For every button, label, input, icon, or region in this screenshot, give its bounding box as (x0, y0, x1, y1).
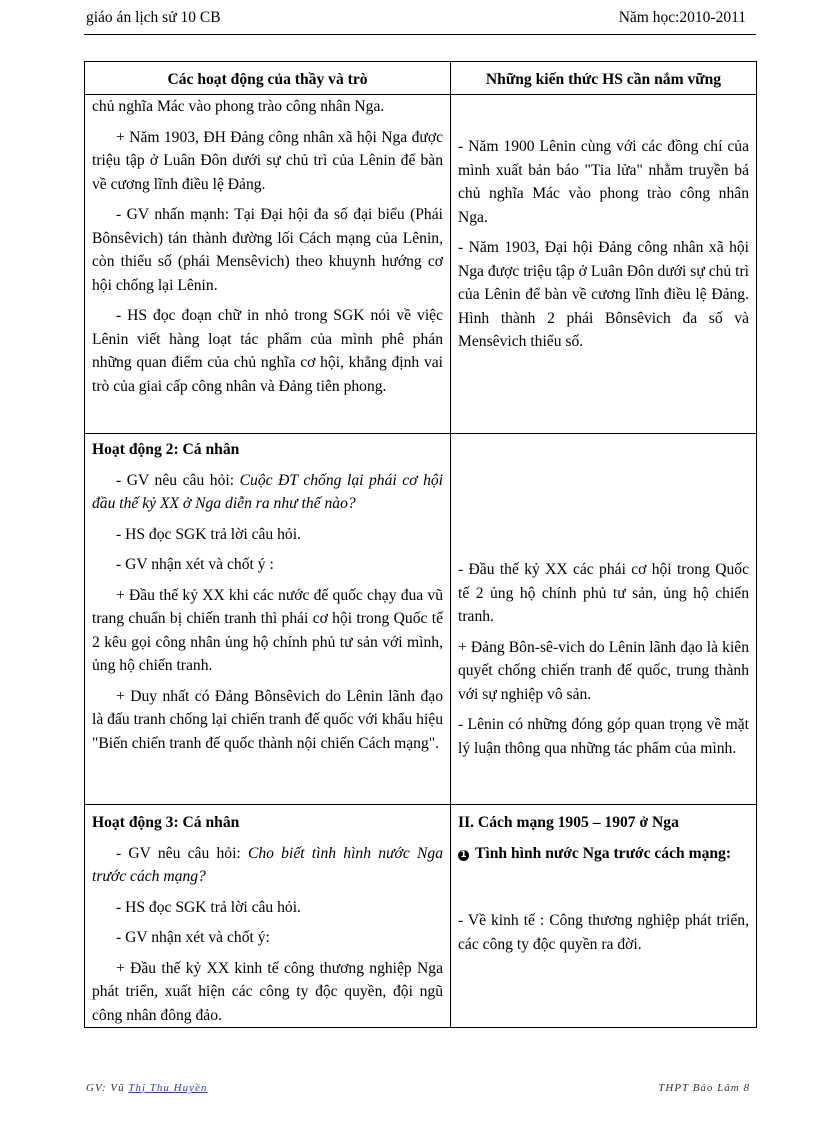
col2-header: Những kiến thức HS cần nắm vững (451, 62, 757, 95)
footer-author-link[interactable]: Thị Thu Huyền (128, 1082, 208, 1094)
activity-title: Hoạt động 2: Cá nhân (92, 441, 240, 458)
paragraph: + Duy nhất có Đảng Bônsêvich do Lênin lãnh đạo là đấu tranh chống lại chiến tranh đế quốc với khẩu hiệu "Biến chiến tranh đế quốc thành nội chiến Cách mạng". (92, 687, 443, 752)
row3-right (451, 805, 757, 1028)
row1-left (85, 95, 451, 434)
paragraph: - Năm 1903, Đại hội Đảng công nhân xã hội Nga được triệu tập ở Luân Đôn dưới sự chủ trì của Lênin để bàn về cương lĩnh điều lệ Đảng. Hình thành 2 phái Bônsêvich đa số và Mensêvich thiểu số. (458, 239, 749, 350)
row3-left (85, 805, 451, 1028)
col1-header: Các hoạt động của thầy và trò (85, 62, 451, 95)
paragraph: - Lênin có những đóng góp quan trọng về mặt lý luận thông qua những tác phẩm của mình. (458, 716, 749, 757)
paragraph: chủ nghĩa Mác vào phong trào công nhân Nga. (92, 98, 385, 115)
subsection-text: Tình hình nước Nga trước cách mạng: (475, 844, 732, 862)
paragraph: - HS đọc đoạn chữ in nhỏ trong SGK nói về việc Lênin viết hàng loạt tác phẩm của mình phê phán những quan điểm của chủ nghĩa cơ hội, khẳng định vai trò của giai cấp công nhân và Đảng tiên phong. (92, 307, 443, 395)
numbered-bullet-icon: 1 (458, 850, 469, 861)
row1-right (451, 95, 757, 434)
question-prefix: - GV nêu câu hỏi: (116, 844, 248, 862)
row2-left (85, 434, 451, 805)
footer-right: THPT Bảo Lâm 8 (658, 1082, 750, 1094)
page-footer (86, 1082, 750, 1098)
header-right: Năm học:2010-2011 (618, 9, 746, 26)
paragraph: + Đảng Bôn-sê-vich do Lênin lãnh đạo là kiên quyết chống chiến tranh đế quốc, trung thành với sự nghiệp vô sản. (458, 638, 749, 703)
paragraph: - GV nhận xét và chốt ý: (116, 929, 270, 946)
footer-author-prefix: GV: Vũ (86, 1082, 129, 1094)
activity-title: Hoạt động 3: Cá nhân (92, 814, 240, 831)
table-row (85, 434, 757, 805)
table-header-row (85, 62, 757, 95)
paragraph: + Năm 1903, ĐH Đảng công nhân xã hội Nga được triệu tập ở Luân Đôn dưới sự chủ trì của Lênin để bàn về cương lĩnh điều lệ Đảng. (92, 128, 443, 193)
question-text: Cho biết tình hình nước Nga trước cách mạng? (92, 844, 443, 885)
paragraph: + Đầu thế kỷ XX kinh tế công thương nghiệp Nga phát triển, xuất hiện các công ty độc quyền, đội ngũ công nhân đông đảo. (92, 959, 443, 1024)
paragraph: - GV nhấn mạnh: Tại Đại hội đa số đại biểu (Phái Bônsêvich) tán thành đường lối Cách mạng của Lênin, còn thiểu số (phái Mensêvich) theo khuynh hướng cơ hội chống lại Lênin. (92, 206, 443, 294)
table-row (85, 95, 757, 434)
page-header (86, 9, 746, 33)
paragraph: - HS đọc SGK trả lời câu hỏi. (116, 525, 301, 543)
header-rule (84, 34, 756, 35)
paragraph: - Năm 1900 Lênin cùng với các đồng chí của mình xuất bản báo "Tia lửa" nhằm truyền bá chủ nghĩa Mác vào phong trào công nhân Nga. (458, 138, 749, 226)
paragraph: - Đầu thế kỷ XX các phái cơ hội trong Quốc tế 2 ủng hộ chính phủ tư sản, ủng hộ chiến tranh. (458, 561, 749, 625)
section-title: II. Cách mạng 1905 – 1907 ở Nga (458, 814, 679, 831)
table-row (85, 805, 757, 1028)
footer-left (86, 1082, 207, 1094)
paragraph: - Về kinh tế : Công thương nghiệp phát triển, các công ty độc quyền ra đời. (458, 912, 749, 953)
header-left: giáo án lịch sử 10 CB (86, 9, 221, 26)
lesson-table (84, 61, 757, 1028)
paragraph: - HS đọc SGK trả lời câu hỏi. (116, 898, 301, 916)
subsection-title (458, 842, 749, 866)
question-paragraph (92, 842, 443, 889)
question-paragraph (92, 469, 443, 516)
question-text: Cuộc ĐT chống lại phái cơ hội đầu thế kỷ XX ở Nga diễn ra như thế nào? (92, 471, 444, 512)
paragraph: + Đầu thế kỷ XX khi các nước đế quốc chạy đua vũ trang chuẩn bị chiến tranh thì phái cơ hội trong Quốc tế 2 kêu gọi công nhân ủng hộ chính phủ tư sản với mình, ủng hộ chiến tranh. (92, 586, 443, 674)
paragraph: - GV nhận xét và chốt ý : (116, 556, 274, 573)
question-prefix: - GV nêu câu hỏi: (116, 471, 240, 489)
row2-right (451, 434, 757, 805)
